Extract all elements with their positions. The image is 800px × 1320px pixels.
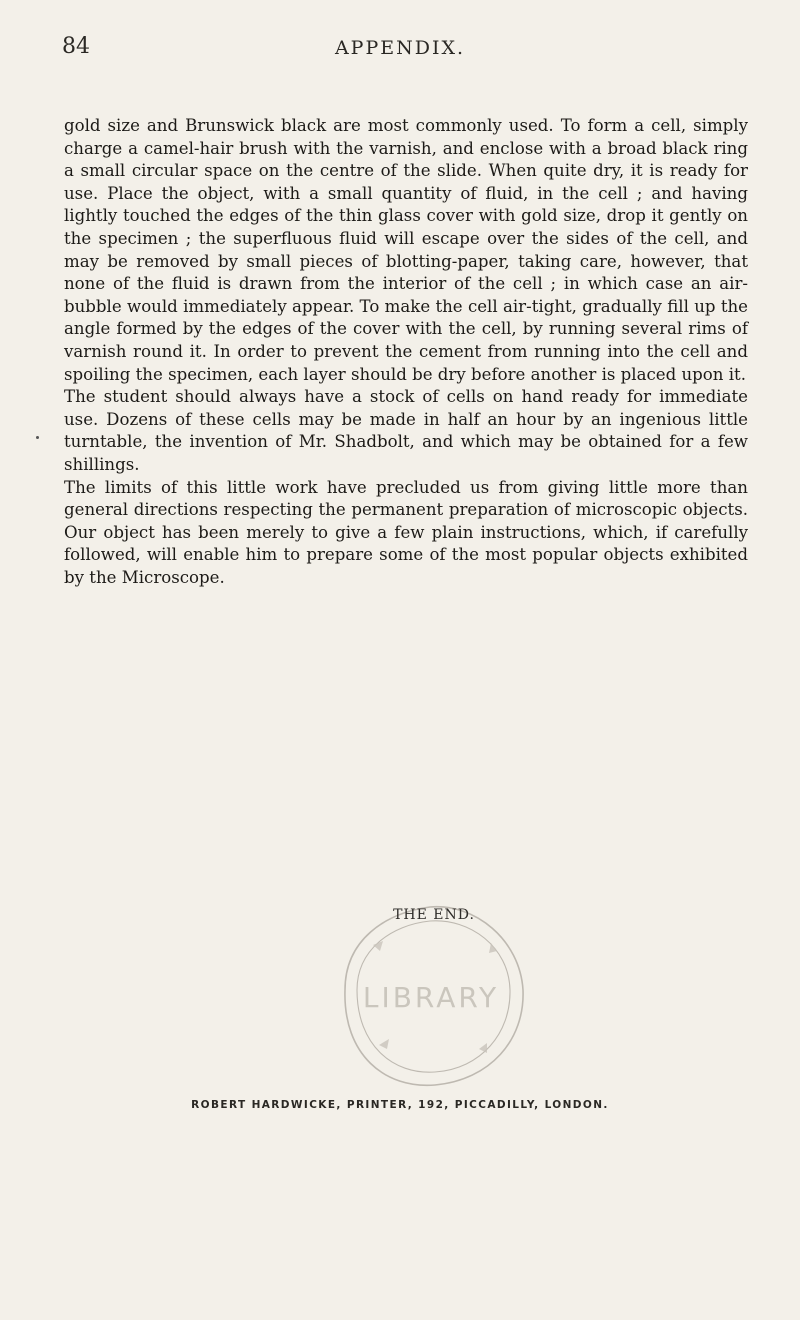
page-number: 84: [62, 34, 90, 59]
stamp-library-text: LIBRARY: [362, 981, 500, 1014]
paragraph-1: gold size and Brunswick black are most commonly used. To form a cell, simply charge a camel-hair brush with the varnish, and enclose with a broad black ring a small circular space on the centre of the slide. When quite dry, it is ready for use. Place the object, with a small quantity of fluid, in the cell ; and having lightly touched the edges of the thin glass cover with gold size, drop it gently on the specimen ; the superfluous fluid will escape over the sides of the cell, and may be removed by small pieces of blotting-paper, taking care, however, that none of the fluid is drawn from the interior of the cell ; in which case an air-bubble would immediately appear. To make the cell air-tight, gradually fill up the angle formed by the edges of the cover with the cell, by running several rims of varnish round it. In order to prevent the cement from running into the cell and spoiling the specimen, each layer should be dry before another is placed upon it.: [64, 116, 748, 384]
end-mark: THE END.: [393, 907, 475, 923]
paragraph-2: The student should always have a stock of cells on hand ready for immediate use. Dozens of these cells may be made in half an hour by an ingenious little turntable, the invention of Mr. Shadbolt, and which may be obtained for a few shillings.: [64, 387, 748, 474]
running-head: APPENDIX.: [334, 37, 466, 59]
paragraph-3: The limits of this little work have precluded us from giving little more than general directions respecting the permanent preparation of microscopic objects. Our object has been merely to give a few plain instructions, which, if carefully followed, will enable him to prepare some of the most popular objects exhibited by the Microscope.: [64, 477, 748, 587]
body-text: [64, 115, 748, 589]
library-stamp: [315, 895, 545, 1095]
paper-speck: [36, 436, 39, 439]
printer-imprint: ROBERT HARDWICKE, PRINTER, 192, PICCADILLY, LONDON.: [191, 1099, 609, 1111]
